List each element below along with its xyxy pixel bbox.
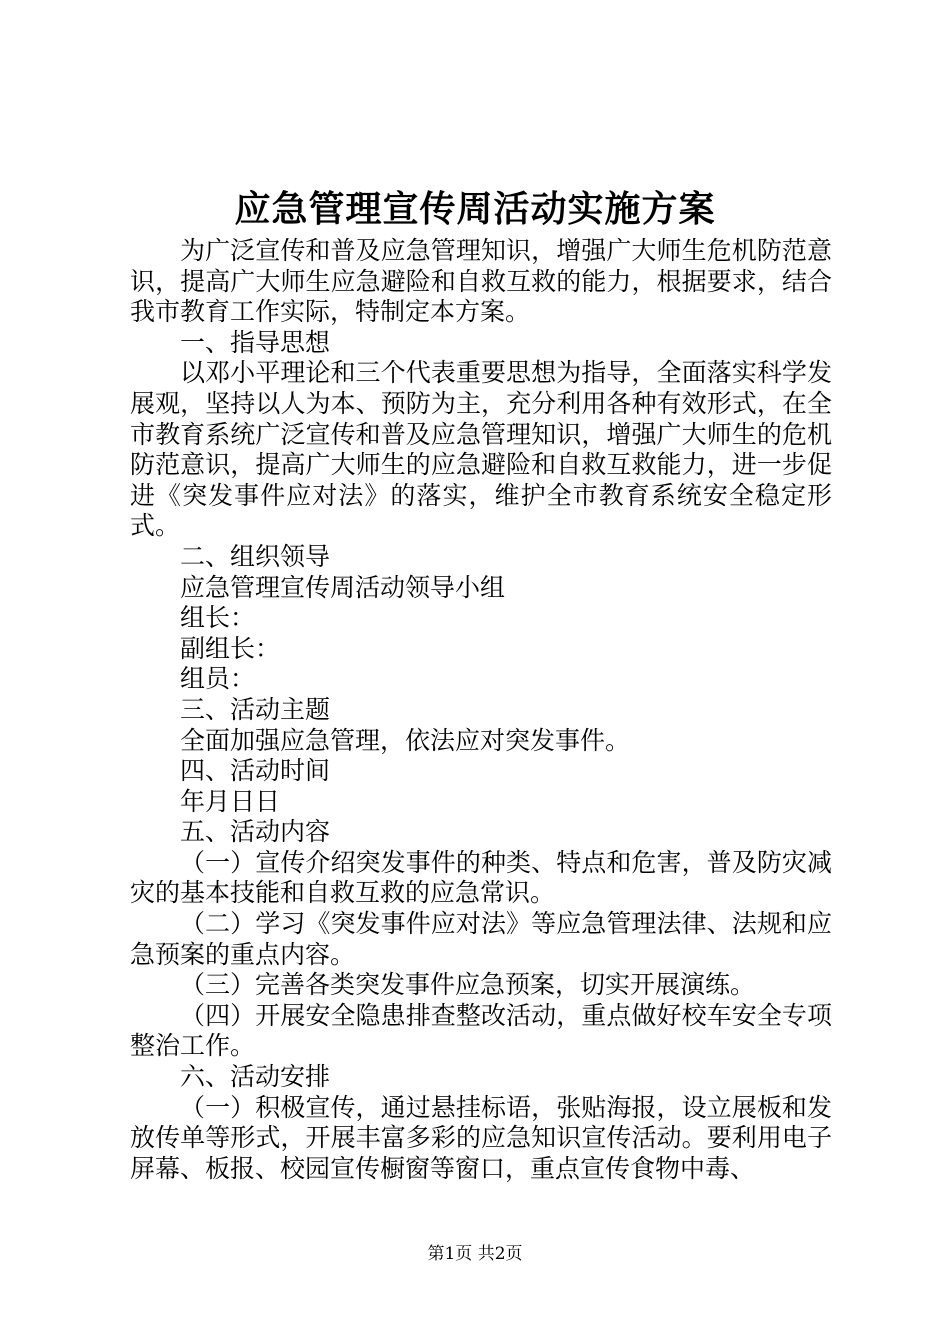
paragraph-content-4: （四）开展安全隐患排查整改活动，重点做好校车安全专项整治工作。 <box>130 1000 832 1061</box>
paragraph-group-leader: 组长： <box>180 603 256 633</box>
paragraph-guiding-thought: 以邓小平理论和三个代表重要思想为指导，全面落实科学发展观，坚持以人为本、预防为主，充分利用各种有效形式，在全市教育系统广泛宣传和普及应急管理知识，增强广大师生的危机防范意识，提高广大师生的应急避险和自救互救能力，进一步促进《突发事件应对法》的落实，维护全市教育系统安全稳定形式。 <box>130 358 832 541</box>
paragraph-time: 年月日日 <box>180 786 281 816</box>
paragraph-intro: 为广泛宣传和普及应急管理知识，增强广大师生危机防范意识，提高广大师生应急避险和自救互救的能力，根据要求，结合我市教育工作实际，特制定本方案。 <box>130 236 832 327</box>
paragraph-content-1: （一）宣传介绍突发事件的种类、特点和危害，普及防灾减灾的基本技能和自救互救的应急常识。 <box>130 847 832 908</box>
heading-guiding-thought: 一、指导思想 <box>180 327 331 357</box>
paragraph-leading-group: 应急管理宣传周活动领导小组 <box>180 572 506 602</box>
heading-organization: 二、组织领导 <box>180 541 331 571</box>
page-footer: 第1页 共2页 <box>427 1244 523 1264</box>
heading-time: 四、活动时间 <box>180 756 331 786</box>
paragraph-members: 组员： <box>180 664 256 694</box>
document-title: 应急管理宣传周活动实施方案 <box>234 188 716 230</box>
paragraph-content-3: （三）完善各类突发事件应急预案，切实开展演练。 <box>180 970 756 1000</box>
heading-content: 五、活动内容 <box>180 817 331 847</box>
heading-theme: 三、活动主题 <box>180 694 331 724</box>
paragraph-content-2: （二）学习《突发事件应对法》等应急管理法律、法规和应急预案的重点内容。 <box>130 909 832 969</box>
paragraph-deputy-leader: 副组长： <box>180 633 281 663</box>
document-body <box>130 236 832 1184</box>
heading-arrangement: 六、活动安排 <box>180 1062 331 1092</box>
paragraph-theme: 全面加强应急管理，依法应对突发事件。 <box>180 725 631 755</box>
paragraph-arrangement-1: （一）积极宣传，通过悬挂标语，张贴海报，设立展板和发放传单等形式，开展丰富多彩的应急知识宣传活动。要利用电子屏幕、板报、校园宣传橱窗等窗口，重点宣传食物中毒、 <box>130 1092 832 1183</box>
